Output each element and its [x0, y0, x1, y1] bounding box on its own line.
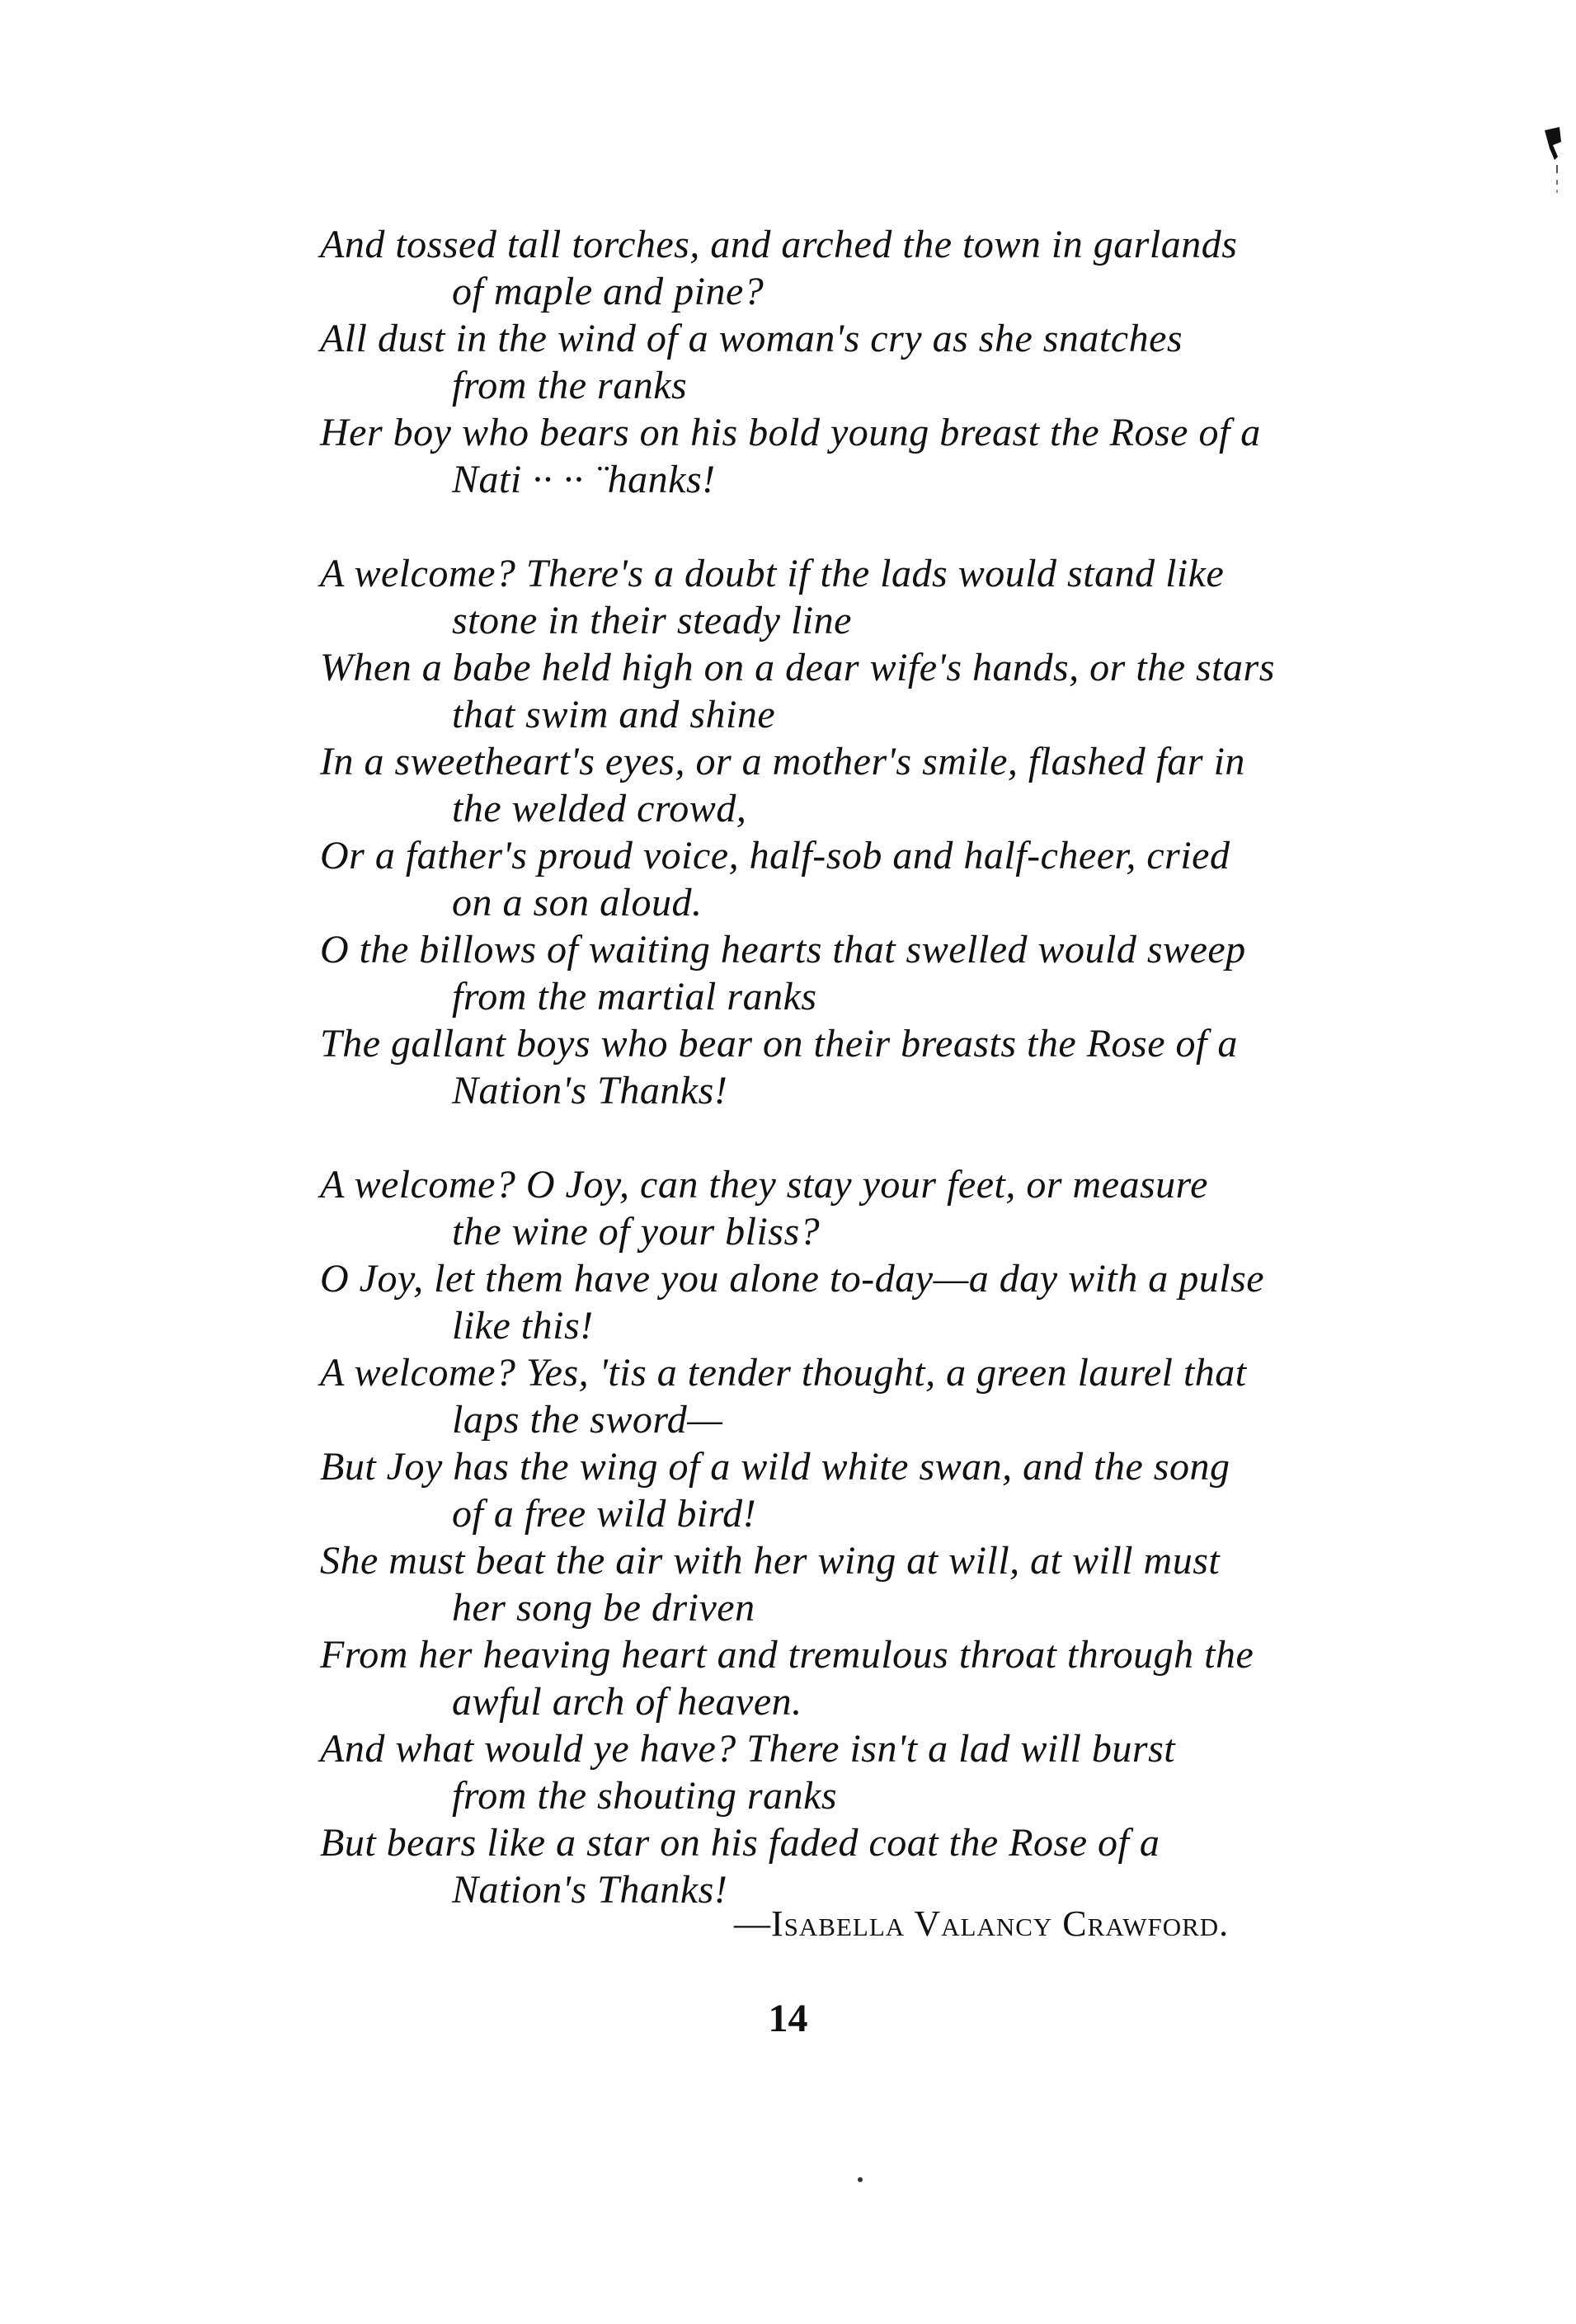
line-continuation: Nation's Thanks!: [452, 1069, 728, 1113]
poem-line: [320, 1631, 1458, 1725]
line-first: From her heaving heart and tremulous throat through the: [320, 1633, 1254, 1677]
corner-ink-mark: [1541, 124, 1563, 198]
poem-line: [320, 221, 1458, 315]
line-first: When a babe held high on a dear wife's hands, or the stars: [320, 646, 1275, 689]
poem-line: [320, 926, 1458, 1020]
poem-line: [320, 644, 1458, 738]
line-first: And what would ye have? There isn't a lad will burst: [320, 1727, 1176, 1771]
line-continuation: the wine of your bliss?: [452, 1210, 821, 1254]
line-first: A welcome? O Joy, can they stay your feet, or measure: [320, 1163, 1208, 1207]
attribution-dash: —: [734, 1903, 771, 1944]
poem-line: [320, 738, 1458, 832]
line-continuation: like this!: [452, 1304, 594, 1348]
line-first: In a sweetheart's eyes, or a mother's smile, flashed far in: [320, 740, 1245, 783]
line-first: But bears like a star on his faded coat the Rose of a: [320, 1821, 1160, 1865]
page-number: 14: [768, 1997, 808, 2040]
line-first: The gallant boys who bear on their breasts the Rose of a: [320, 1022, 1238, 1066]
line-continuation: from the martial ranks: [452, 975, 817, 1019]
author-attribution: [734, 1903, 1229, 1945]
poem-line: [320, 1161, 1458, 1255]
line-continuation: awful arch of heaven.: [452, 1680, 802, 1724]
line-first: A welcome? There's a doubt if the lads would stand like: [320, 552, 1225, 595]
poem-line: [320, 832, 1458, 926]
poem-text: [320, 221, 1458, 1913]
poem-line: [320, 1819, 1458, 1913]
poem-line: [320, 1443, 1458, 1537]
line-continuation: Nati ·· ·· ¨hanks!: [452, 458, 716, 501]
line-continuation: that swim and shine: [452, 693, 776, 736]
line-continuation: her song be driven: [452, 1586, 755, 1630]
poem-line: [320, 1537, 1458, 1631]
poem-line: [320, 409, 1458, 503]
line-continuation: Nation's Thanks!: [452, 1868, 728, 1912]
line-continuation: on a son aloud.: [452, 881, 703, 924]
line-first: Her boy who bears on his bold young breast the Rose of a: [320, 411, 1261, 454]
stanza-2: [320, 550, 1458, 1114]
line-first: O the billows of waiting hearts that swelled would sweep: [320, 928, 1246, 971]
poem-line: [320, 1020, 1458, 1114]
poem-line: [320, 1725, 1458, 1819]
line-first: A welcome? Yes, 'tis a tender thought, a green laurel that: [320, 1351, 1247, 1395]
author-name: Isabella Valancy Crawford.: [771, 1903, 1230, 1944]
line-first: And tossed tall torches, and arched the town in garlands: [320, 223, 1238, 266]
stanza-1: [320, 221, 1458, 503]
line-continuation: stone in their steady line: [452, 599, 852, 642]
line-first: All dust in the wind of a woman's cry as she snatches: [320, 317, 1183, 360]
line-continuation: the welded crowd,: [452, 787, 747, 830]
line-continuation: of maple and pine?: [452, 270, 764, 313]
ink-speck: [858, 2177, 863, 2182]
line-continuation: laps the sword—: [452, 1398, 723, 1442]
line-continuation: from the shouting ranks: [452, 1774, 838, 1818]
line-continuation: of a free wild bird!: [452, 1492, 757, 1536]
poem-line: [320, 550, 1458, 644]
poem-line: [320, 1349, 1458, 1443]
stanza-3: [320, 1161, 1458, 1913]
line-first: Or a father's proud voice, half-sob and half-cheer, cried: [320, 834, 1230, 877]
line-first: She must beat the air with her wing at will, at will must: [320, 1539, 1221, 1583]
line-first: But Joy has the wing of a wild white swan, and the song: [320, 1445, 1230, 1489]
poem-line: [320, 1255, 1458, 1349]
line-continuation: from the ranks: [452, 364, 688, 407]
line-first: O Joy, let them have you alone to-day—a day with a pulse: [320, 1257, 1265, 1301]
poem-line: [320, 315, 1458, 409]
